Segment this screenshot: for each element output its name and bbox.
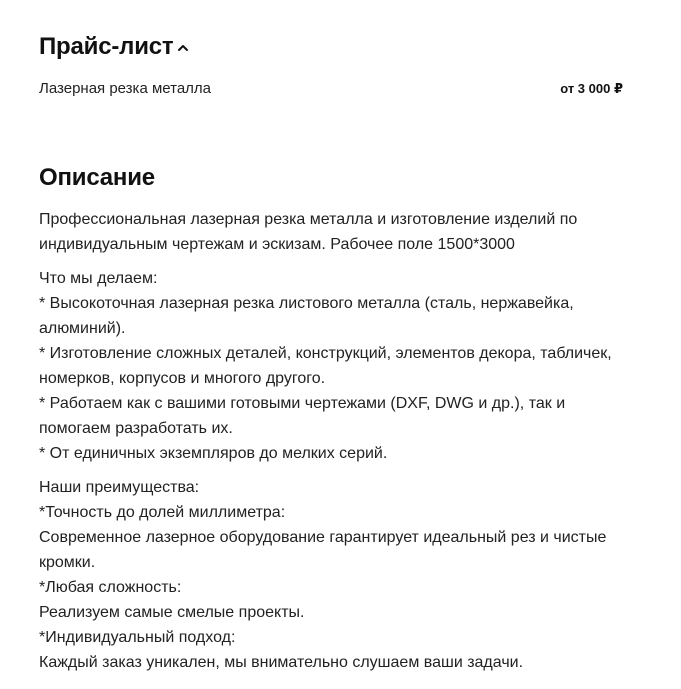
text-line: *Точность до долей миллиметра: xyxy=(39,504,286,521)
description-title: Описание xyxy=(39,164,155,191)
description-text xyxy=(39,207,639,675)
text-line: индивидуальным чертежам и эскизам. Рабочее поле 1500*3000 xyxy=(39,236,515,253)
text-line: *Любая сложность: xyxy=(39,579,182,596)
description-what-we-do xyxy=(39,266,639,466)
text-line: Современное лазерное оборудование гарантирует идеальный рез и чистые xyxy=(39,529,607,546)
description-advantages xyxy=(39,475,639,675)
text-line: * Высокоточная лазерная резка листового металла (сталь, нержавейка, xyxy=(39,295,574,312)
price-list-item xyxy=(39,79,623,99)
text-line: алюминий). xyxy=(39,320,126,337)
price-list-title: Прайс-лист xyxy=(39,33,174,60)
text-line: * Работаем как с вашими готовыми чертежами (DXF, DWG и др.), так и xyxy=(39,395,566,412)
text-line: номерков, корпусов и многого другого. xyxy=(39,370,326,387)
text-line: Каждый заказ уникален, мы внимательно слушаем ваши задачи. xyxy=(39,654,524,671)
price-item-value: от 3 000 ₽ xyxy=(560,81,623,96)
price-list-toggle[interactable] xyxy=(39,31,189,63)
text-line: Что мы делаем: xyxy=(39,270,158,287)
text-line: Наши преимущества: xyxy=(39,479,200,496)
description-intro xyxy=(39,207,639,257)
text-line: Профессиональная лазерная резка металла и изготовление изделий по xyxy=(39,211,578,228)
text-line: * Изготовление сложных деталей, конструкций, элементов декора, табличек, xyxy=(39,345,612,362)
chevron-up-icon xyxy=(177,43,189,53)
text-line: Реализуем самые смелые проекты. xyxy=(39,604,305,621)
text-line: * От единичных экземпляров до мелких серий. xyxy=(39,445,388,462)
text-line: кромки. xyxy=(39,554,96,571)
text-line: *Индивидуальный подход: xyxy=(39,629,236,646)
text-line: помогаем разработать их. xyxy=(39,420,233,437)
price-item-name: Лазерная резка металла xyxy=(39,80,212,97)
